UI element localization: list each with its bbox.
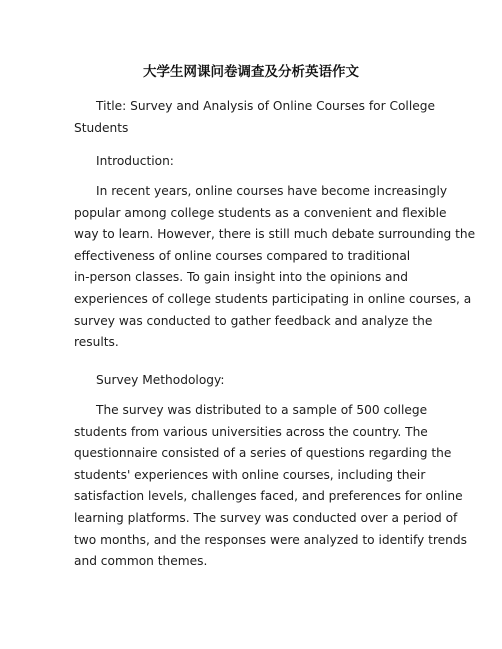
paragraph-line: in-person classes. To gain insight into the opinions and: [74, 270, 408, 285]
paragraph-line: In recent years, online courses have become increasingly: [96, 184, 448, 198]
paragraph-line: students from various universities across the country. The: [74, 424, 428, 439]
paragraph-line: experiences of college students participating in online courses, a: [74, 291, 472, 306]
paragraph-line: survey was conducted to gather feedback and analyze the: [74, 313, 433, 328]
introduction-heading-block: [74, 151, 434, 173]
paragraph-line: effectiveness of online courses compared to traditional: [74, 248, 411, 263]
essay-title-line: Students: [74, 120, 129, 135]
paragraph-line: learning platforms. The survey was conducted over a period of: [74, 510, 458, 525]
paragraph-line: two months, and the responses were analyzed to identify trends: [74, 532, 467, 547]
paragraph-line: students' experiences with online courses, including their: [74, 467, 426, 482]
essay-title: [74, 96, 434, 139]
essay-title-line: Title: Survey and Analysis of Online Courses for College: [96, 99, 435, 113]
paragraph-line: way to learn. However, there is still much debate surrounding the: [74, 227, 476, 242]
methodology-heading: Survey Methodology:: [96, 373, 225, 387]
paragraph-line: The survey was distributed to a sample of 500 college: [96, 403, 428, 417]
essay-title-block: [74, 96, 434, 139]
methodology-heading-block: [74, 370, 434, 392]
methodology-paragraph: [74, 400, 467, 573]
introduction-heading: Introduction:: [96, 154, 174, 168]
paragraph-line: questionnaire consisted of a series of questions regarding the: [74, 446, 452, 461]
paragraph-line: and common themes.: [74, 554, 208, 569]
document-title: 大学生网课问卷调查及分析英语作文: [143, 64, 359, 80]
paragraph-line: results.: [74, 335, 119, 350]
introduction-paragraph: [74, 181, 476, 354]
paragraph-line: popular among college students as a convenient and flexible: [74, 205, 447, 220]
paragraph-line: satisfaction levels, challenges faced, and preferences for online: [74, 489, 463, 504]
